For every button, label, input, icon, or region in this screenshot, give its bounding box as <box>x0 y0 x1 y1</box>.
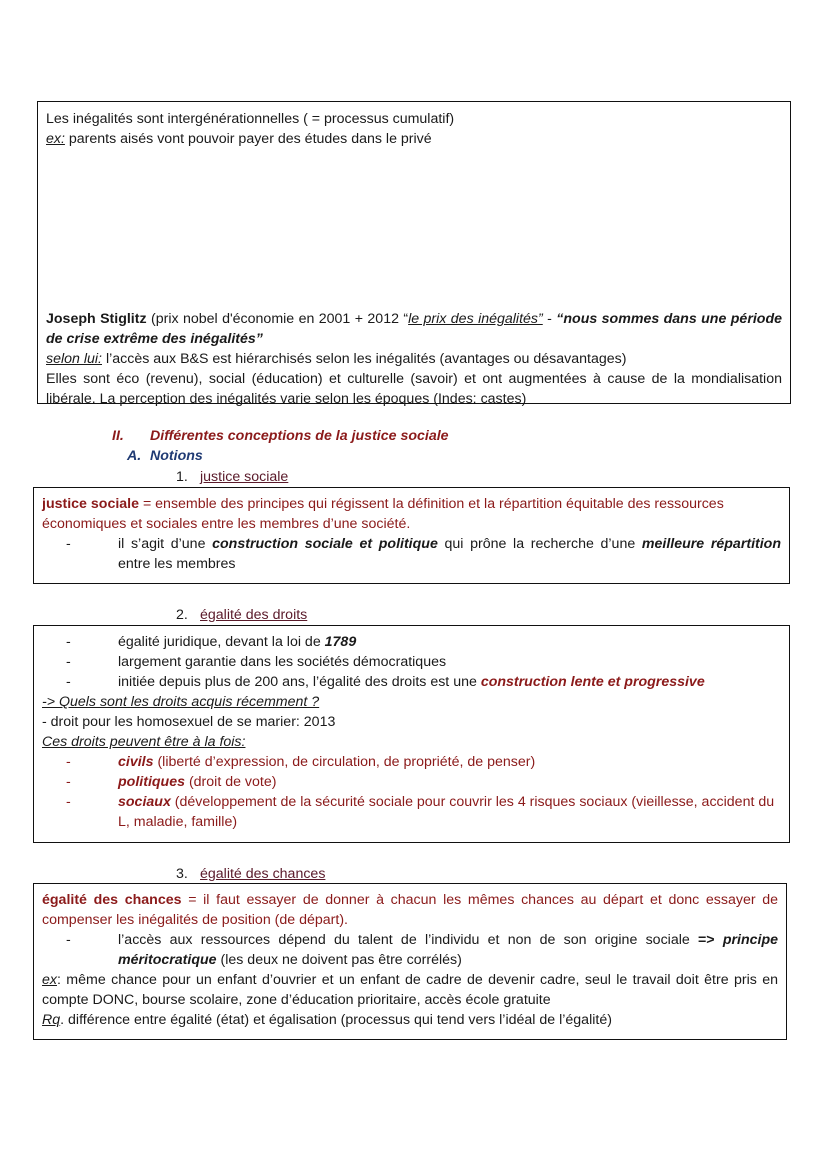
chances-term: égalité des chances <box>42 892 182 908</box>
ex-text: parents aisés vont pouvoir payer des études dans le privé <box>64 131 432 147</box>
sub3-num: 3. <box>176 866 188 882</box>
book-title: le prix des inégalités” <box>408 311 543 327</box>
bullet-text: égalité juridique, devant la loi de <box>118 634 325 650</box>
sub3-heading <box>176 864 325 884</box>
ex-text: : même chance pour un enfant d’ouvrier et un enfant de cadre de devenir cadre, seul le travail doit être pris en compte DONC, bourse scolaire, zone d’éducation prioritaire, accès école gratuite <box>42 972 778 1008</box>
chances-def: = il faut essayer de donner à chacun les mêmes chances au départ et donc essayer de compenser les inégalités de position (de départ). <box>42 892 779 928</box>
subsection-heading <box>127 446 203 466</box>
bullet-text: entre les membres <box>118 556 236 572</box>
section-roman: II. <box>112 428 124 444</box>
sub3-label: égalité des chances <box>200 866 326 882</box>
subsection-title: Notions <box>150 448 203 464</box>
sub2-heading <box>176 605 307 625</box>
stiglitz-text: (prix nobel d'économie en 2001 + 2012 “ <box>146 311 409 327</box>
justice-term: justice sociale <box>42 496 139 512</box>
list-item: - politiques (droit de vote) <box>66 774 277 790</box>
blank-space <box>46 149 782 309</box>
bullet-emphasis: civils <box>118 754 154 770</box>
bullet-text: l’accès aux ressources dépend du talent de l’individu et non de son origine sociale <box>118 932 698 948</box>
list-item: - sociaux (développement de la sécurité sociale pour couvrir les 4 risques sociaux (vieillesse, accident du L, maladie, famille) <box>66 794 775 830</box>
egalite-chances-box <box>33 883 787 1040</box>
stiglitz-line <box>46 309 782 349</box>
selon-label: selon lui: <box>46 351 102 367</box>
answer-line: - droit pour les homosexuel de se marier: 2013 <box>42 714 336 730</box>
inequalities-paragraph: Elles sont éco (revenu), social (éducation) et culturelle (savoir) et ont augmentées à cause de la mondialisation libérale. La perception des inégalités varie selon les époques (Indes: castes) <box>46 371 782 407</box>
sub2-num: 2. <box>176 607 188 623</box>
sub1-heading <box>176 467 288 487</box>
example-line <box>46 129 782 149</box>
rights-intro: Ces droits peuvent être à la fois: <box>42 734 246 750</box>
list-item: - largement garantie dans les sociétés démocratiques <box>42 652 781 672</box>
bullet-arrow: => <box>698 932 723 948</box>
egalite-droits-box <box>33 625 790 843</box>
justice-bullet <box>94 534 781 574</box>
stiglitz-sep: - <box>542 311 557 327</box>
bullet-text: (droit de vote) <box>185 774 277 790</box>
sub2-label: égalité des droits <box>200 607 308 623</box>
selon-text: l’accès aux B&S est hiérarchisés selon les inégalités (avantages ou désavantages) <box>102 351 627 367</box>
section-heading <box>112 426 449 446</box>
list-item: - il s’agit d’une construction sociale et politique qui prône la recherche d’une meilleure répartition entre les membres <box>66 536 782 572</box>
bullet-text: (les deux ne doivent pas être corrélés) <box>216 952 462 968</box>
intergenerational-line: Les inégalités sont intergénérationnelles ( = processus cumulatif) <box>46 111 455 127</box>
selon-line <box>46 349 782 369</box>
list-item: - l’accès aux ressources dépend du talent de l’individu et non de son origine sociale => principe méritocratique (les deux ne doivent pas être corrélés) <box>66 932 779 968</box>
stiglitz-name: Joseph Stiglitz <box>46 311 147 327</box>
bullet-emphasis: principe méritocratique <box>118 932 779 968</box>
bullet-emphasis: construction lente et progressive <box>480 674 705 690</box>
ex-label: ex: <box>46 131 65 147</box>
bullet-emphasis: politiques <box>118 774 185 790</box>
remark-line <box>42 1010 778 1030</box>
ex-label: ex <box>42 972 57 988</box>
subsection-letter: A. <box>127 448 142 464</box>
chances-example <box>42 970 778 1010</box>
bullet-text: largement garantie dans les sociétés démocratiques <box>118 654 447 670</box>
justice-definition <box>42 494 781 534</box>
bullet-text: initiée depuis plus de 200 ans, l’égalité des droits est une <box>118 674 481 690</box>
list-item: - égalité juridique, devant la loi de 1789 <box>66 634 357 650</box>
list-item: - civils (liberté d’expression, de circulation, de propriété, de penser) <box>66 754 536 770</box>
chances-definition <box>42 890 778 930</box>
rq-text: . différence entre égalité (état) et égalisation (processus qui tend vers l’idéal de l’égalité) <box>60 1012 612 1028</box>
list-item: - initiée depuis plus de 200 ans, l’égalité des droits est une construction lente et progressive <box>66 674 705 690</box>
rq-label: Rq <box>42 1012 61 1028</box>
sub1-num: 1. <box>176 469 188 485</box>
bullet-emphasis: construction sociale et politique <box>212 536 438 552</box>
sub1-label: justice sociale <box>200 469 289 485</box>
bullet-emphasis: sociaux <box>118 794 171 810</box>
bullet-text: qui prône la recherche d’une <box>437 536 642 552</box>
inequalities-box <box>37 101 791 407</box>
bullet-emphasis: meilleure répartition <box>641 536 782 552</box>
section-title: Différentes conceptions de la justice sociale <box>150 428 449 444</box>
justice-def: = ensemble des principes qui régissent la définition et la répartition équitable des ressources économiques et sociales entre les membres d’une société. <box>42 496 724 532</box>
bullet-emphasis: 1789 <box>324 634 357 650</box>
question-line: -> Quels sont les droits acquis récemment ? <box>42 694 320 710</box>
stiglitz-quote: “nous sommes dans une période de crise extrême des inégalités” <box>46 311 783 347</box>
justice-sociale-box <box>33 487 790 584</box>
bullet-text: (liberté d’expression, de circulation, de propriété, de penser) <box>153 754 536 770</box>
bullet-text: (développement de la sécurité sociale pour couvrir les 4 risques sociaux (vieillesse, accident du L, maladie, famille) <box>118 794 775 830</box>
bullet-text: il s’agit d’une <box>118 536 213 552</box>
